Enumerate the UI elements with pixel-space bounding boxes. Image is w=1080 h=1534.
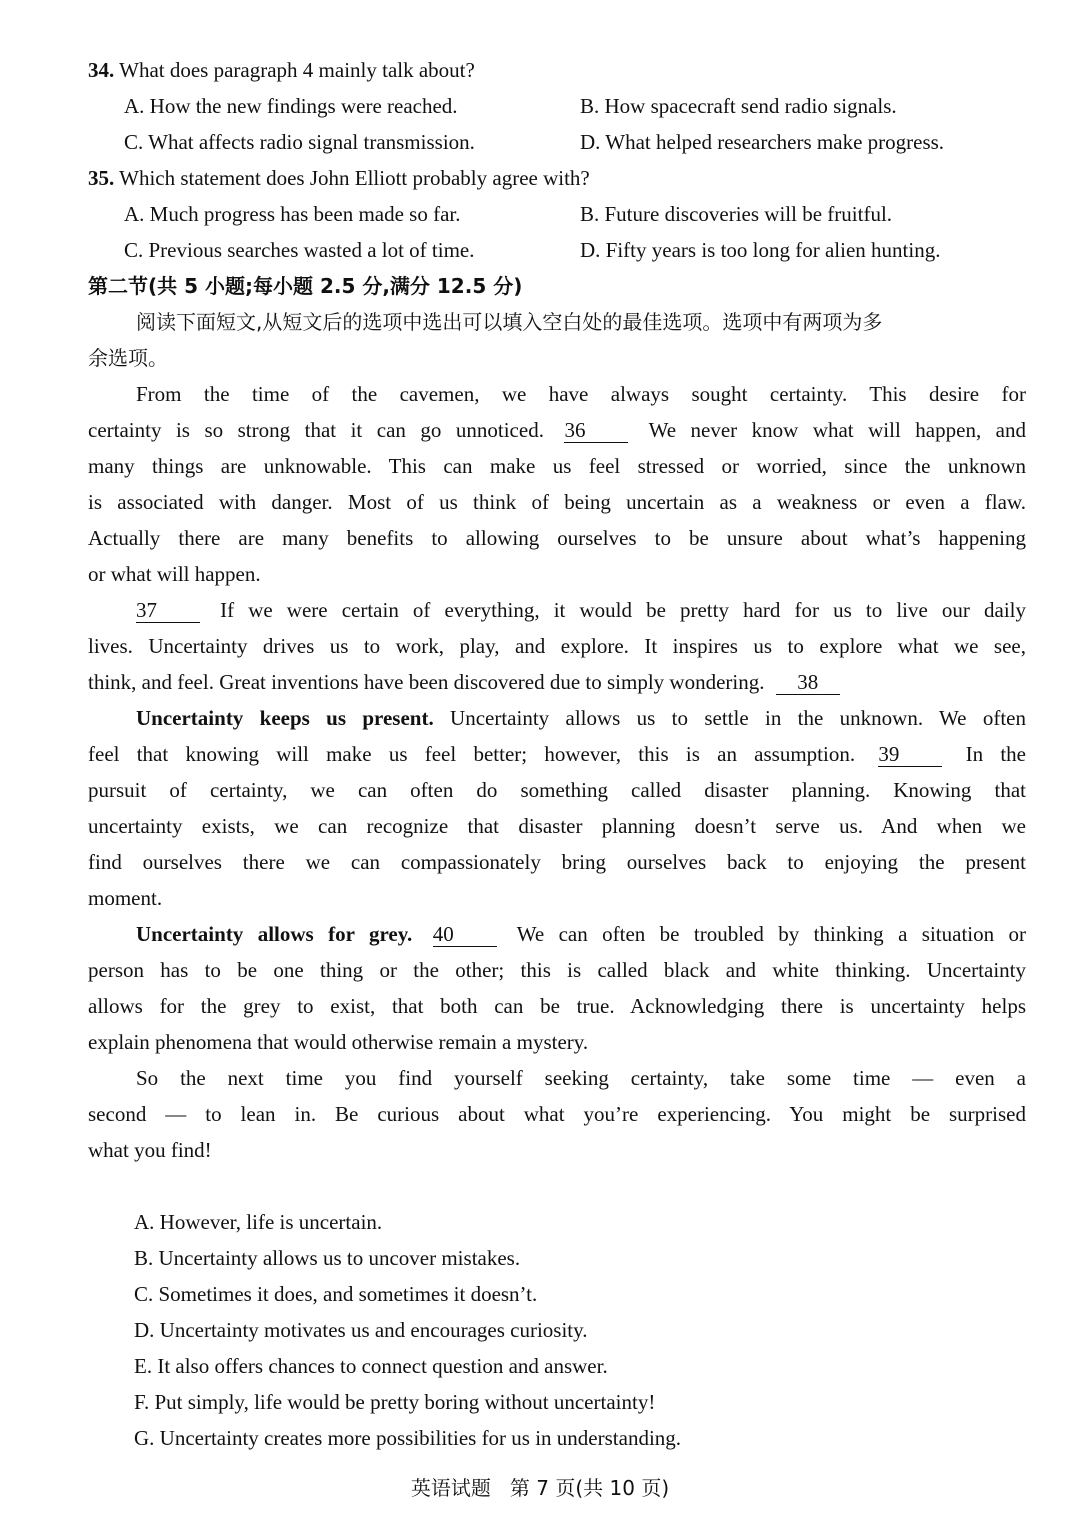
option-35-b[interactable]: B. Future discoveries will be fruitful.	[580, 202, 893, 226]
passage-line: uncertainty exists, we can recognize that disaster planning doesn’t serve us. And when we	[88, 814, 1026, 838]
blank-40[interactable]: 40	[433, 922, 497, 947]
paragraph-heading: Uncertainty keeps us present.	[136, 706, 434, 730]
choice-b[interactable]: B. Uncertainty allows us to uncover mistakes.	[134, 1246, 521, 1270]
blank-36[interactable]: 36	[564, 418, 628, 443]
passage-line	[88, 740, 1026, 768]
blank-38[interactable]: 38	[776, 670, 840, 695]
choice-e[interactable]: E. It also offers chances to connect question and answer.	[134, 1354, 608, 1378]
question-number: 35.	[88, 166, 115, 190]
choice-f[interactable]: F. Put simply, life would be pretty boring without uncertainty!	[134, 1390, 656, 1414]
passage-line: person has to be one thing or the other; this is called black and white thinking. Uncertainty	[88, 958, 1026, 982]
passage-line: allows for the grey to exist, that both can be true. Acknowledging there is uncertainty helps	[88, 994, 1026, 1018]
passage-line: So the next time you find yourself seeking certainty, take some time — even a	[136, 1066, 1026, 1090]
question-34	[88, 56, 475, 84]
option-35-a[interactable]: A. Much progress has been made so far.	[124, 202, 461, 226]
section-heading: 第二节(共 5 小题;每小题 2.5 分,满分 12.5 分)	[88, 274, 523, 298]
option-35-d[interactable]: D. Fifty years is too long for alien hunting.	[580, 238, 941, 262]
passage-line: is associated with danger. Most of us think of being uncertain as a weakness or even a flaw.	[88, 490, 1026, 514]
passage-text: In the	[965, 742, 1027, 766]
passage-text: certainty is so strong that it can go unnoticed.	[88, 418, 544, 442]
option-34-c[interactable]: C. What affects radio signal transmission.	[124, 130, 475, 154]
choice-a[interactable]: A. However, life is uncertain.	[134, 1210, 383, 1234]
question-number: 34.	[88, 58, 115, 82]
passage-line: or what will happen.	[88, 562, 261, 586]
passage-line: what you find!	[88, 1138, 212, 1162]
passage-line: moment.	[88, 886, 163, 910]
passage-line	[88, 416, 1026, 444]
option-35-c[interactable]: C. Previous searches wasted a lot of time.	[124, 238, 475, 262]
question-stem: What does paragraph 4 mainly talk about?	[119, 58, 475, 82]
option-34-a[interactable]: A. How the new findings were reached.	[124, 94, 458, 118]
passage-line: Actually there are many benefits to allowing ourselves to be unsure about what’s happening	[88, 526, 1026, 550]
passage-text: Uncertainty allows us to settle in the unknown. We often	[450, 706, 1026, 730]
passage-text: If we were certain of everything, it would be pretty hard for us to live our daily	[220, 598, 1026, 622]
passage-line: second — to lean in. Be curious about what you’re experiencing. You might be surprised	[88, 1102, 1026, 1126]
passage-line: explain phenomena that would otherwise remain a mystery.	[88, 1030, 589, 1054]
choice-d[interactable]: D. Uncertainty motivates us and encourages curiosity.	[134, 1318, 588, 1342]
passage-text: We never know what will happen, and	[648, 418, 1027, 442]
passage-line: lives. Uncertainty drives us to work, play, and explore. It inspires us to explore what we see,	[88, 634, 1026, 658]
option-34-d[interactable]: D. What helped researchers make progress.	[580, 130, 945, 154]
passage-line	[136, 596, 1026, 624]
passage-line: many things are unknowable. This can make us feel stressed or worried, since the unknown	[88, 454, 1026, 478]
question-stem: Which statement does John Elliott probably agree with?	[119, 166, 590, 190]
passage-line: pursuit of certainty, we can often do something called disaster planning. Knowing that	[88, 778, 1026, 802]
passage-line	[136, 704, 1026, 732]
page-footer: 英语试题 第 7 页(共 10 页)	[410, 1476, 670, 1500]
paragraph-heading: Uncertainty allows for grey.	[136, 922, 413, 946]
blank-37[interactable]: 37	[136, 598, 200, 623]
passage-line: find ourselves there we can compassionately bring ourselves back to enjoying the present	[88, 850, 1026, 874]
passage-line	[88, 668, 846, 696]
option-34-b[interactable]: B. How spacecraft send radio signals.	[580, 94, 897, 118]
blank-39[interactable]: 39	[878, 742, 942, 767]
passage-text: feel that knowing will make us feel better; however, this is an assumption.	[88, 742, 856, 766]
passage-line: From the time of the cavemen, we have always sought certainty. This desire for	[136, 382, 1026, 406]
section-instruction-line-2: 余选项。	[88, 346, 168, 370]
passage-text: think, and feel. Great inventions have been discovered due to simply wondering.	[88, 670, 765, 694]
choice-c[interactable]: C. Sometimes it does, and sometimes it doesn’t.	[134, 1282, 538, 1306]
passage-text: We can often be troubled by thinking a situation or	[516, 922, 1027, 946]
question-35	[88, 164, 590, 192]
passage-line	[136, 920, 1026, 948]
section-instruction-line-1: 阅读下面短文,从短文后的选项中选出可以填入空白处的最佳选项。选项中有两项为多	[136, 310, 883, 334]
choice-g[interactable]: G. Uncertainty creates more possibilities for us in understanding.	[134, 1426, 682, 1450]
